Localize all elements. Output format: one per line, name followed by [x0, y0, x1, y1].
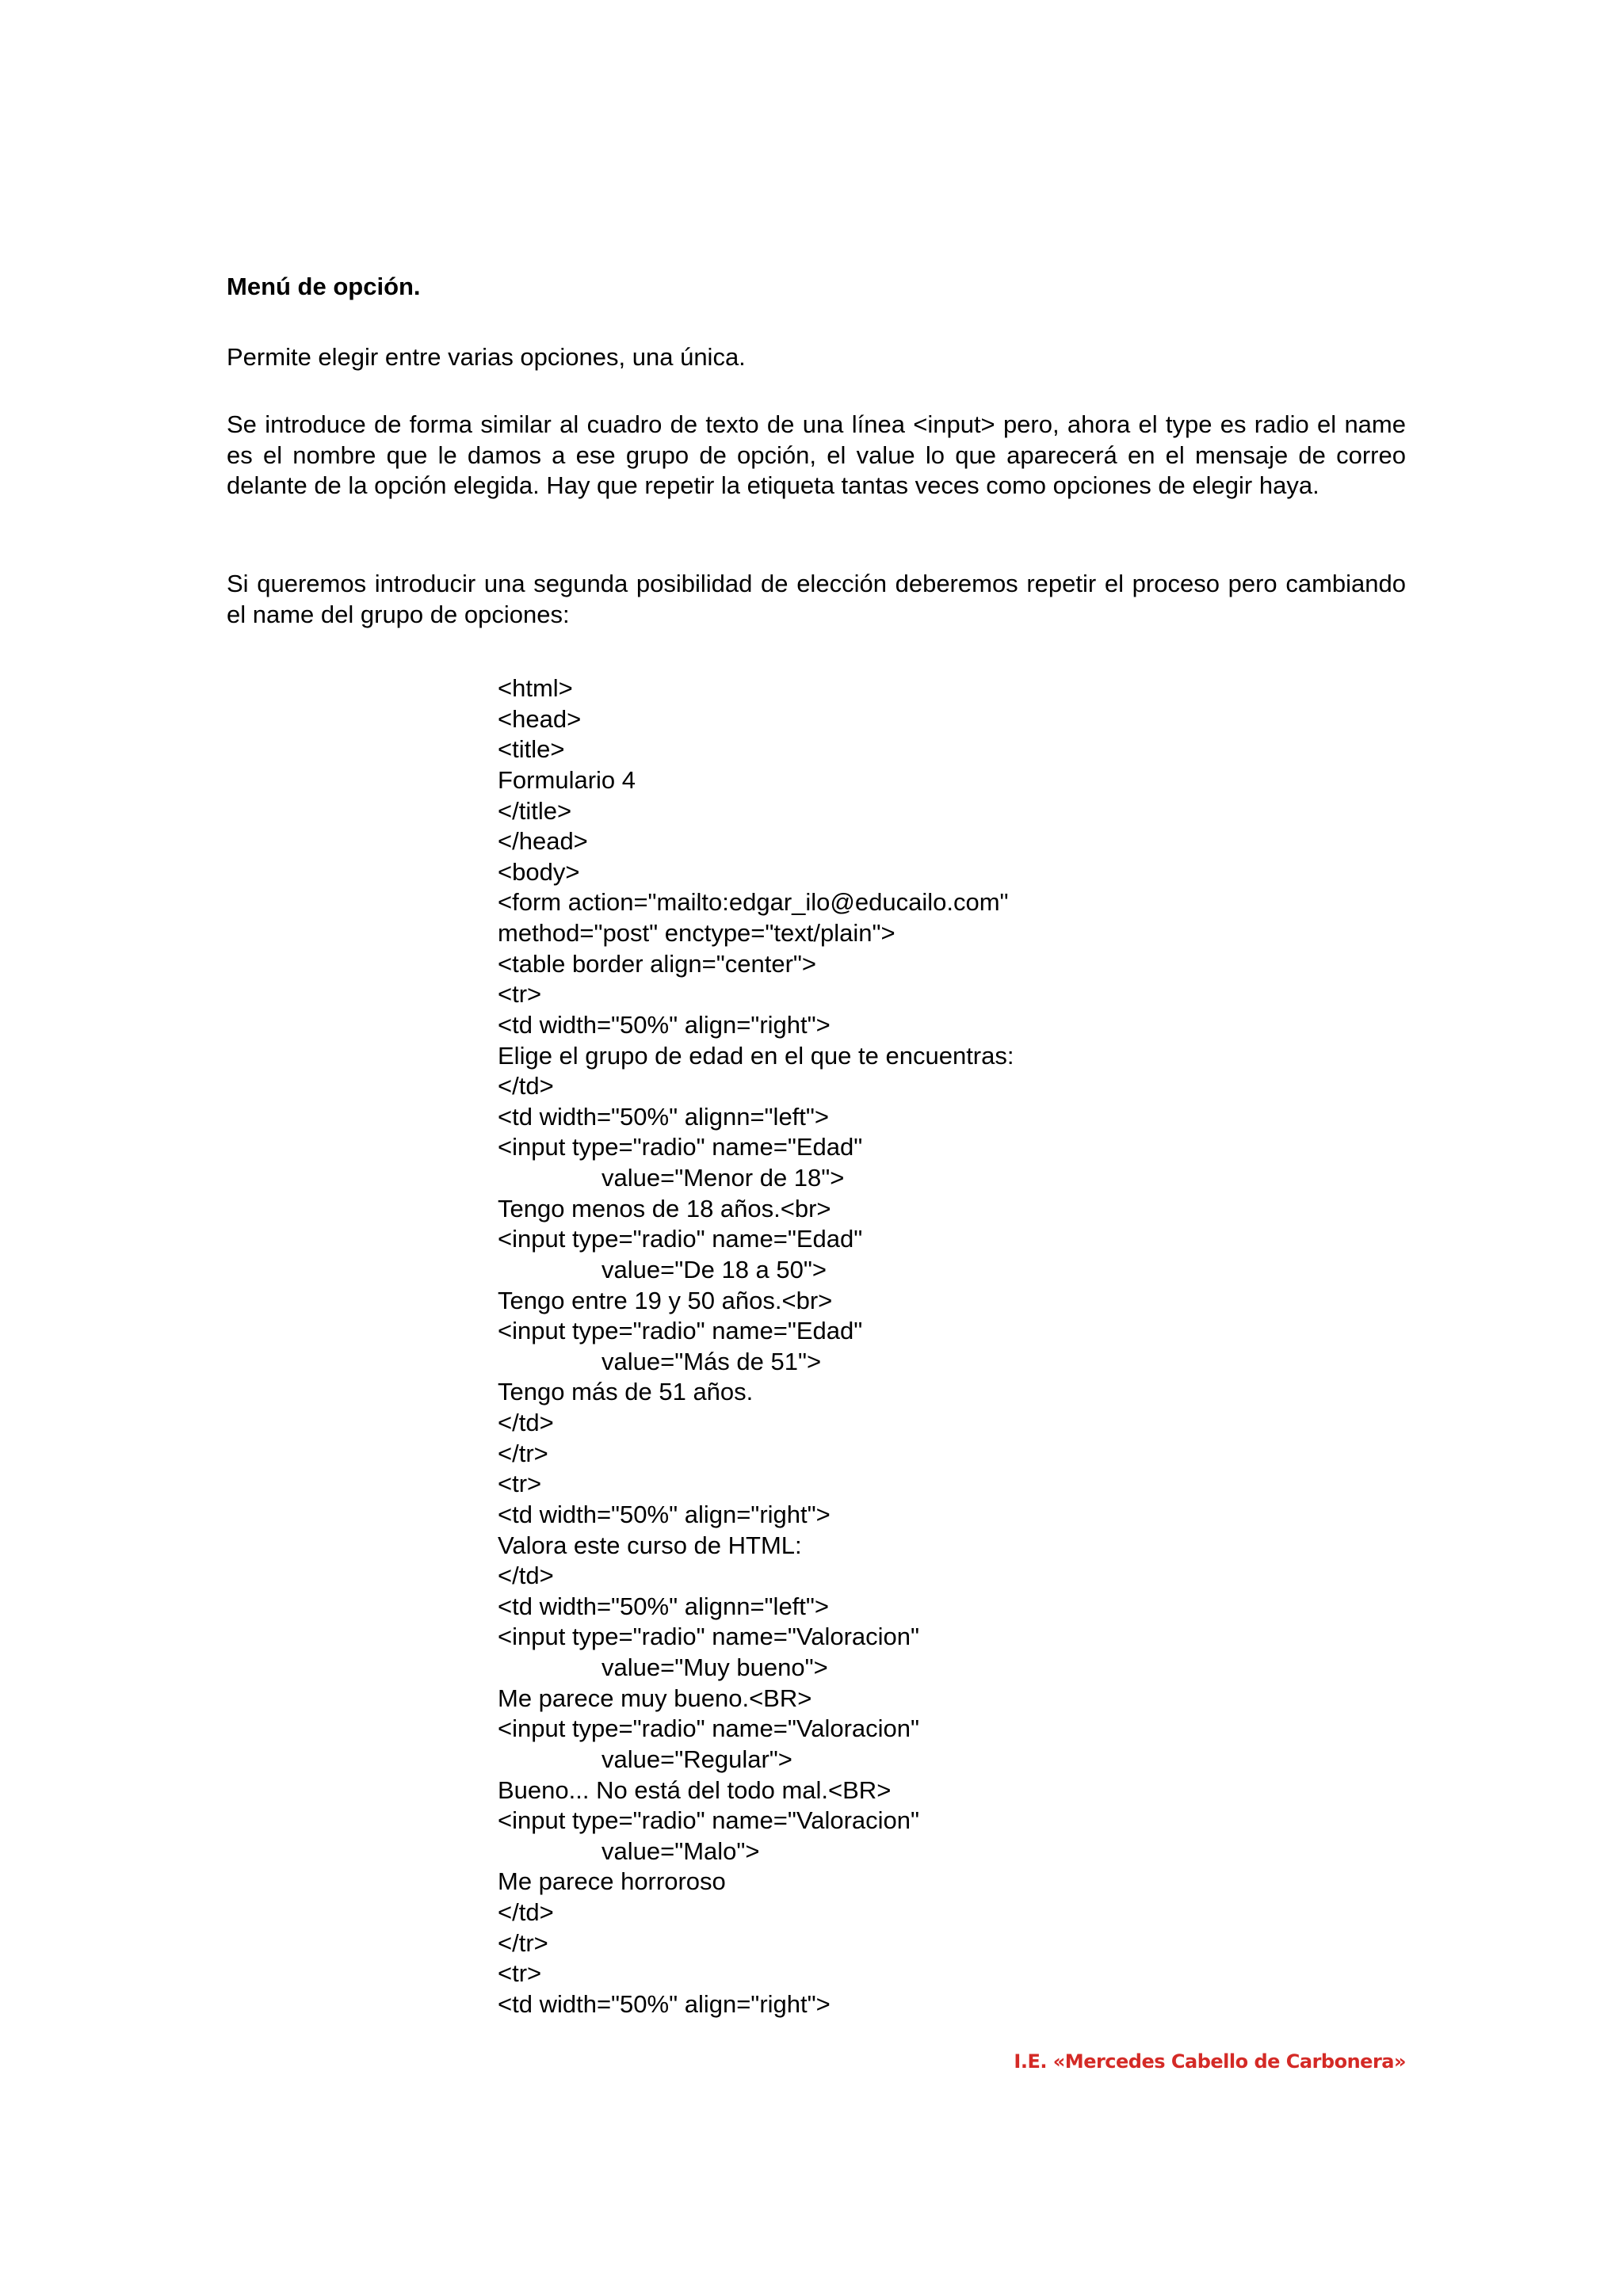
code-line: <input type="radio" name="Valoracion": [498, 1623, 920, 1651]
code-line: </head>: [498, 827, 588, 856]
code-line: value="De 18 a 50">: [601, 1255, 827, 1283]
code-line: </tr>: [498, 1439, 548, 1467]
code-line: </td>: [498, 1072, 554, 1100]
code-line: Valora este curso de HTML:: [498, 1531, 802, 1559]
code-line: <tr>: [498, 1959, 542, 1988]
code-line: <input type="radio" name="Edad": [498, 1317, 863, 1345]
code-line: <table border align="center">: [498, 949, 817, 978]
code-line: <input type="radio" name="Edad": [498, 1133, 863, 1161]
code-line: Me parece horroroso: [498, 1867, 726, 1896]
code-line: <form action="mailto:edgar_ilo@educailo.com": [498, 888, 1009, 917]
code-line: <td width="50%" align="right">: [498, 1500, 831, 1528]
paragraph-second-group: Si queremos introducir una segunda posibilidad de elección deberemos repetir el proceso pero cambiando el name del grupo de opciones:: [227, 570, 1406, 628]
code-line: <td width="50%" alignn="left">: [498, 1102, 830, 1131]
paragraph-description: Se introduce de forma similar al cuadro de texto de una línea <input> pero, ahora el type es radio el name es el nombre que le damos a ese grupo de opción, el value lo que aparecerá en el mensaje de correo delante de la opción elegida. Hay que repetir la etiqueta tantas veces como opciones de elegir haya.: [227, 410, 1406, 500]
code-line: </title>: [498, 796, 572, 825]
code-line: Bueno... No está del todo mal.<BR>: [498, 1775, 892, 1804]
code-line: </td>: [498, 1409, 554, 1436]
paragraph-intro: Permite elegir entre varias opciones, una única.: [227, 343, 746, 371]
code-line: <input type="radio" name="Valoracion": [498, 1806, 920, 1835]
code-listing: [498, 673, 1014, 2020]
code-line: <head>: [498, 704, 582, 733]
code-line: <input type="radio" name="Valoracion": [498, 1714, 920, 1743]
code-line: Elige el grupo de edad en el que te encuentras:: [498, 1041, 1014, 1070]
code-line: Me parece muy bueno.<BR>: [498, 1684, 812, 1712]
code-line: method="post" enctype="text/plain">: [498, 919, 896, 947]
code-line: value="Menor de 18">: [601, 1164, 845, 1192]
code-line: <body>: [498, 857, 580, 886]
code-line: <title>: [498, 735, 565, 764]
section-heading: Menú de opción.: [227, 273, 421, 300]
code-line: </td>: [498, 1562, 554, 1590]
code-line: Tengo entre 19 y 50 años.<br>: [498, 1286, 833, 1314]
code-line: value="Malo">: [601, 1836, 760, 1865]
code-line: <tr>: [498, 980, 542, 1009]
code-line: Tengo más de 51 años.: [498, 1378, 754, 1406]
code-line: Formulario 4: [498, 765, 636, 794]
code-line: </td>: [498, 1898, 554, 1926]
code-line: value="Muy bueno">: [601, 1653, 828, 1681]
code-line: <td width="50%" alignn="left">: [498, 1592, 830, 1620]
code-line: <tr>: [498, 1470, 542, 1498]
code-line: </tr>: [498, 1928, 548, 1957]
code-line: <td width="50%" align="right">: [498, 1010, 831, 1039]
footer-institution: I.E. «Mercedes Cabello de Carbonera»: [1014, 2050, 1406, 2073]
code-line: <td width="50%" align="right">: [498, 1989, 831, 2018]
code-line: <html>: [498, 674, 573, 702]
code-line: Tengo menos de 18 años.<br>: [498, 1194, 831, 1222]
code-line: value="Regular">: [601, 1745, 792, 1773]
code-line: <input type="radio" name="Edad": [498, 1225, 863, 1253]
code-line: value="Más de 51">: [601, 1347, 822, 1375]
